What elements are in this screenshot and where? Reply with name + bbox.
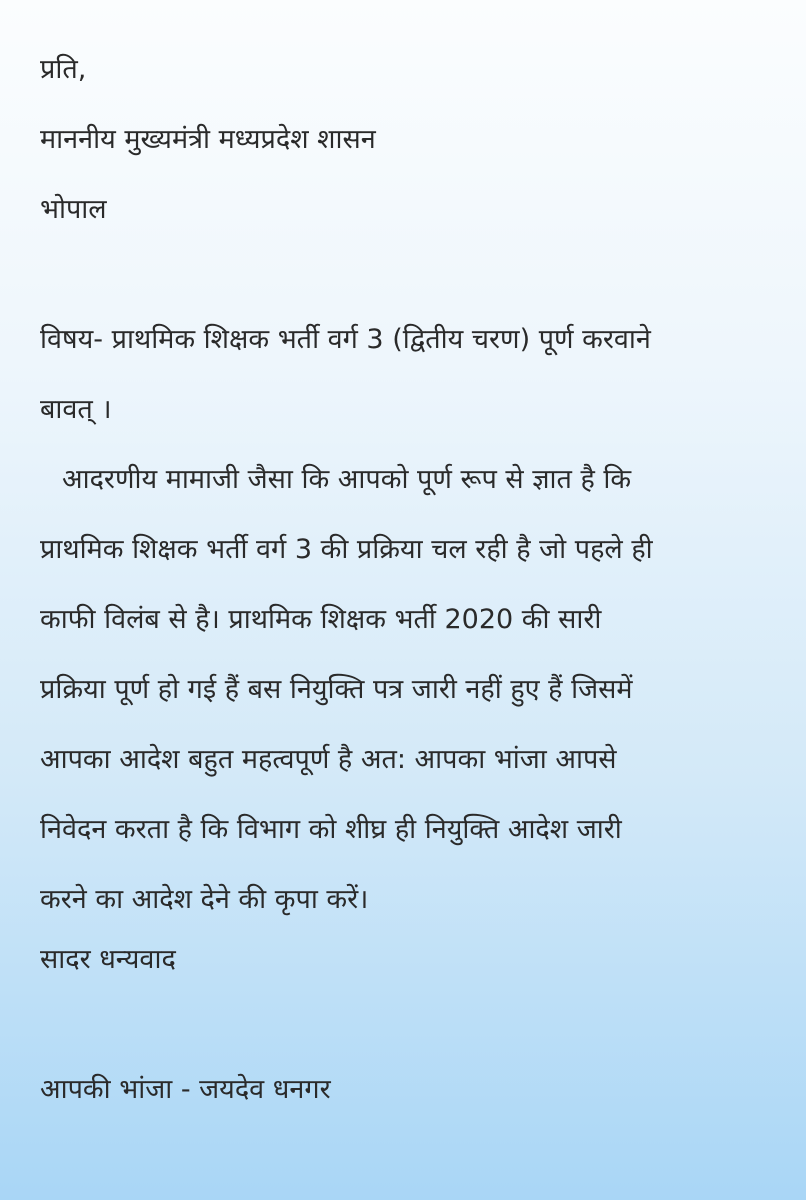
body-line: करने का आदेश देने की कृपा करें। [40, 884, 369, 915]
body-line: काफी विलंब से है। प्राथमिक शिक्षक भर्ती 2020 की सारी [40, 604, 602, 635]
signature-line: आपकी भांजा - जयदेव धनगर [40, 1074, 331, 1105]
body-line: प्राथमिक शिक्षक भर्ती वर्ग 3 की प्रक्रिया चल रही है जो पहले ही [40, 534, 653, 565]
body-line: आपका आदेश बहुत महत्वपूर्ण है अत: आपका भांजा आपसे [40, 744, 617, 775]
body-line: प्रक्रिया पूर्ण हो गई हैं बस नियुक्ति पत्र जारी नहीं हुए हैं जिसमें [40, 674, 633, 705]
subject-line: विषय- प्राथमिक शिक्षक भर्ती वर्ग 3 (द्वितीय चरण) पूर्ण करवाने [40, 324, 651, 355]
body-line: निवेदन करता है कि विभाग को शीघ्र ही नियुक्ति आदेश जारी [40, 814, 622, 845]
subject-line-continued: बावत् । [40, 394, 112, 425]
closing-line: सादर धन्यवाद [40, 944, 176, 975]
addressee-city: भोपाल [40, 194, 107, 225]
addressee-title: माननीय मुख्यमंत्री मध्यप्रदेश शासन [40, 124, 376, 155]
body-line: आदरणीय मामाजी जैसा कि आपको पूर्ण रूप से ज्ञात है कि [62, 464, 632, 495]
salutation: प्रति, [40, 54, 87, 85]
